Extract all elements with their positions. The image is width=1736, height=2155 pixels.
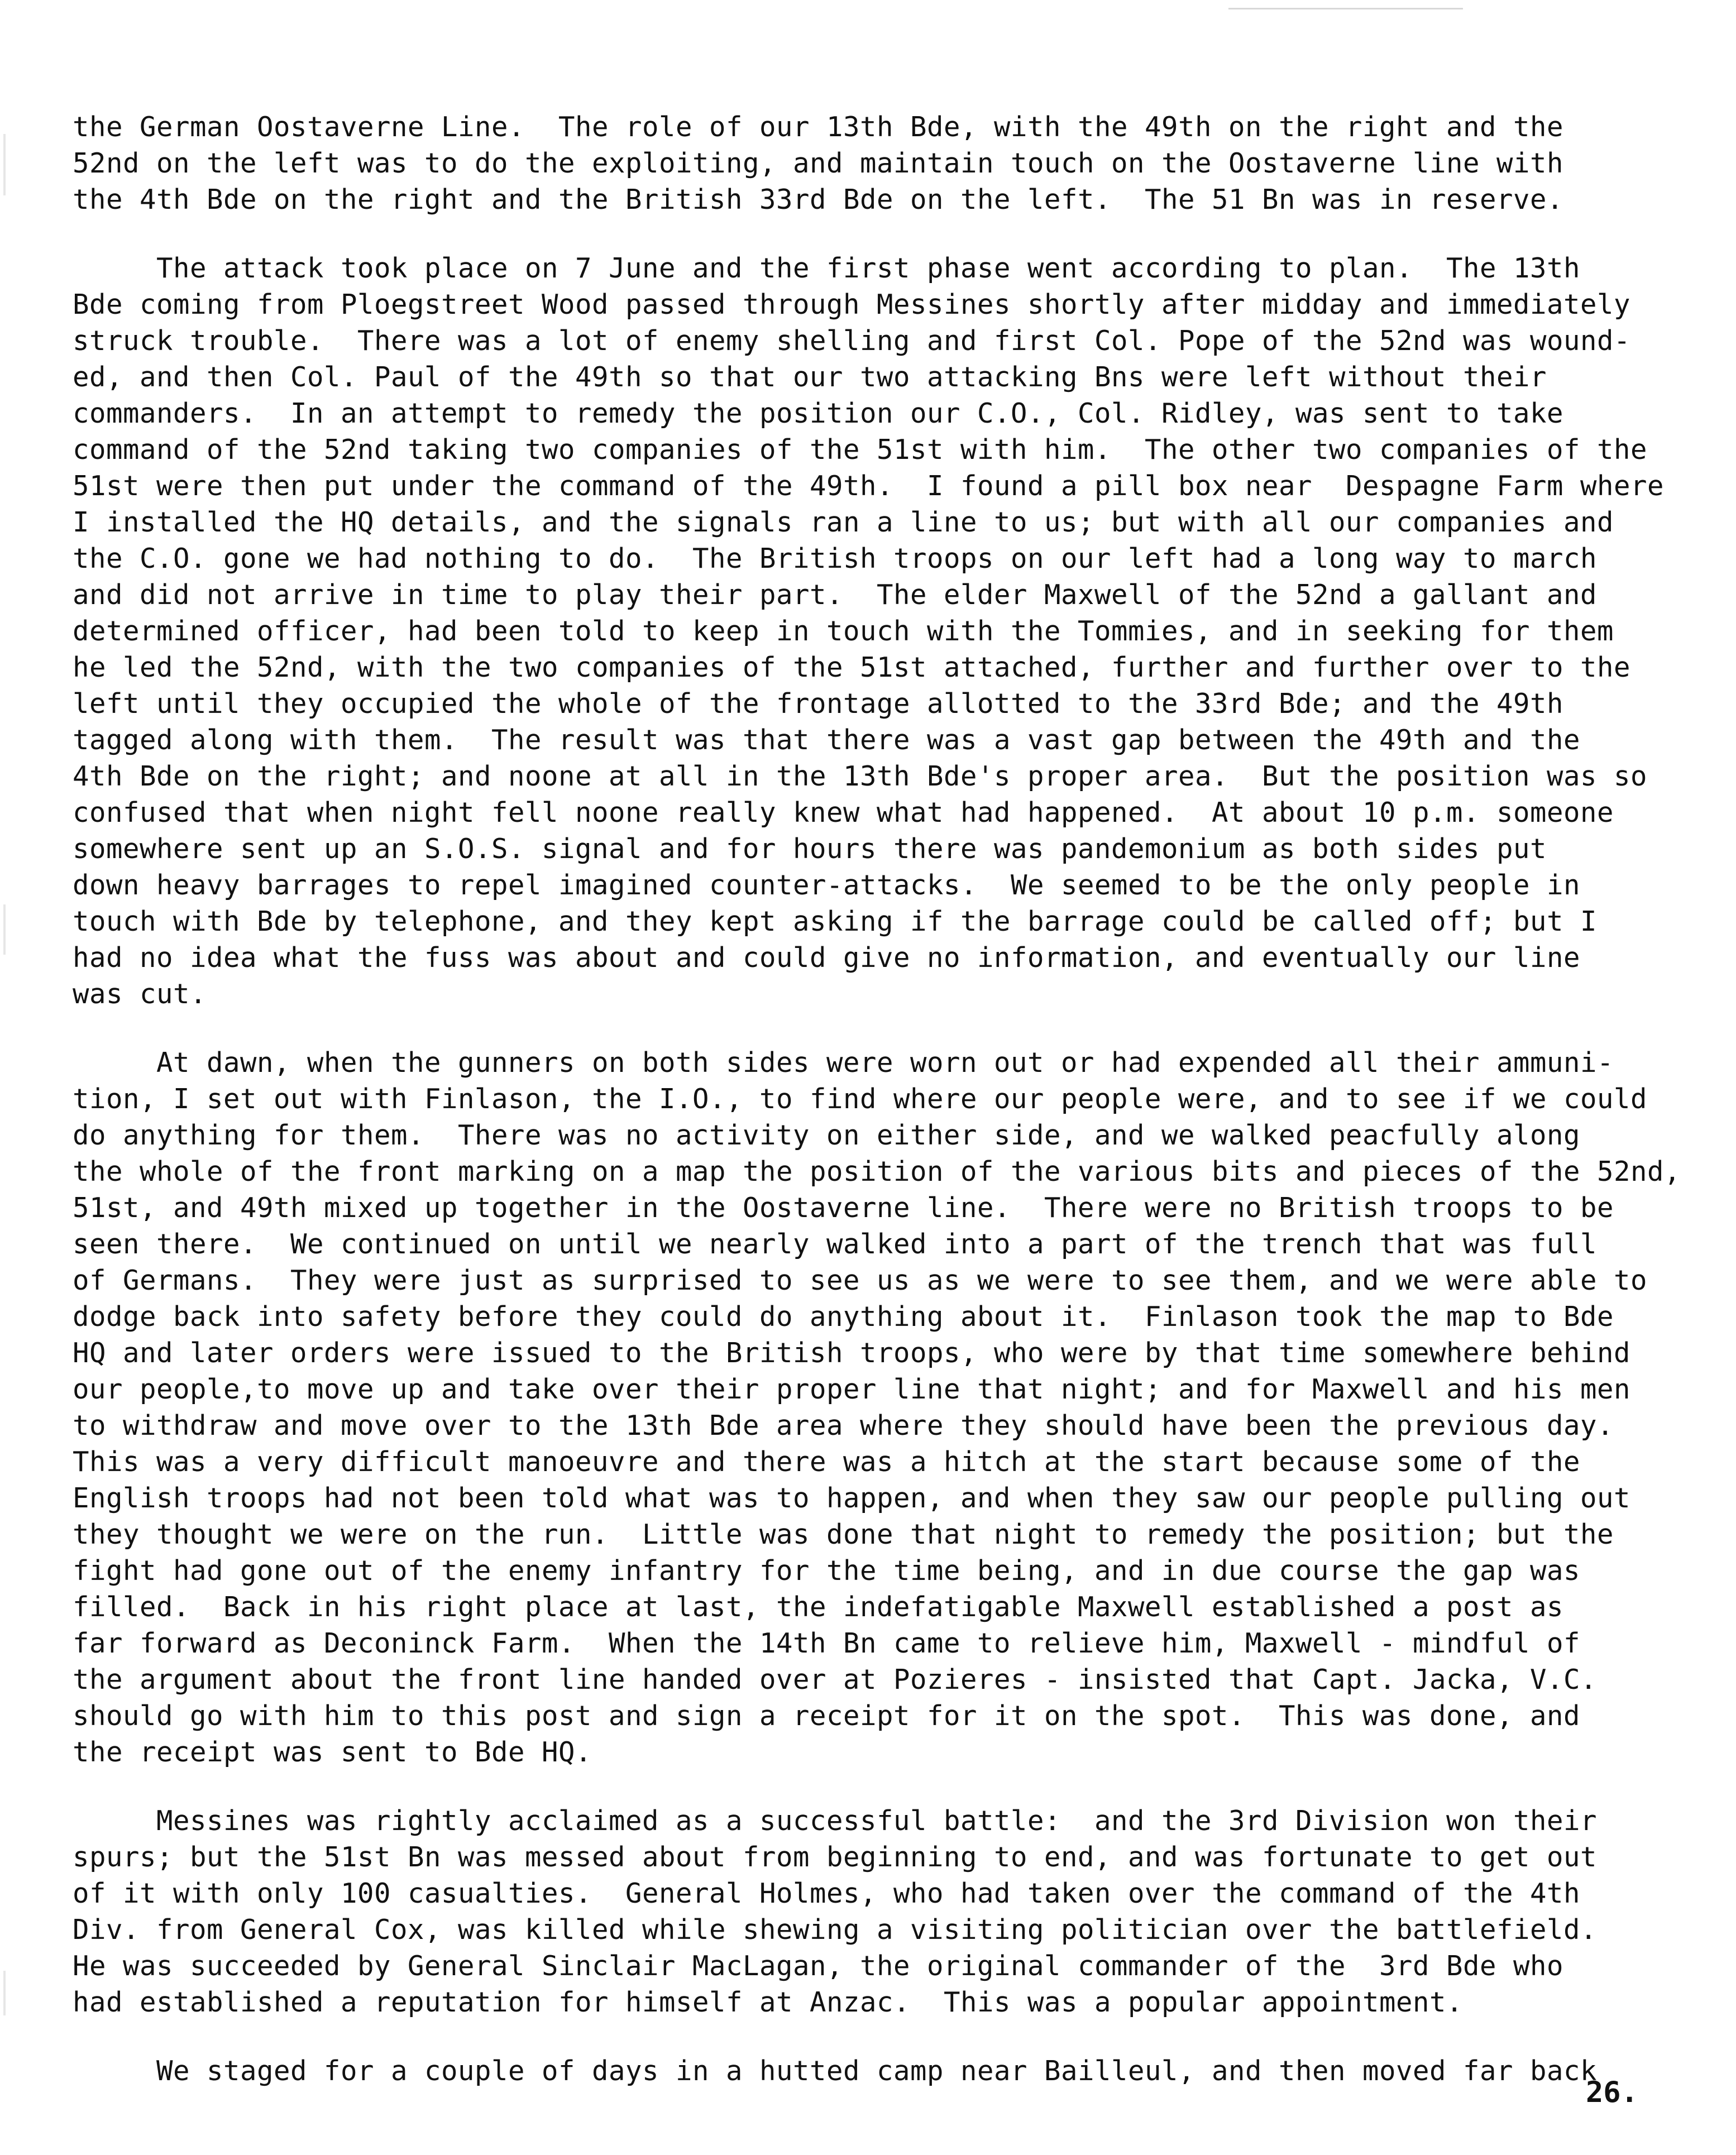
text-line: The attack took place on 7 June and the first phase went according to plan. The 13th bbox=[156, 252, 1581, 284]
text-line: the German Oostaverne Line. The role of our 13th Bde, with the 49th on the right and the bbox=[73, 111, 1564, 143]
paragraph bbox=[73, 250, 1681, 1012]
text-line: spurs; but the 51st Bn was messed about from beginning to end, and was fortunate to get out bbox=[73, 1841, 1598, 1873]
text-line: tion, I set out with Finlason, the I.O., to find where our people were, and to see if we could bbox=[73, 1083, 1648, 1115]
text-line: determined officer, had been told to keep in touch with the Tommies, and in seeking for them bbox=[73, 615, 1614, 647]
text-line: down heavy barrages to repel imagined counter-attacks. We seemed to be the only people in bbox=[73, 869, 1581, 901]
text-line: This was a very difficult manoeuvre and there was a hitch at the start because some of the bbox=[73, 1446, 1581, 1478]
paragraph bbox=[73, 109, 1681, 218]
text-line: seen there. We continued on until we nearly walked into a part of the trench that was full bbox=[73, 1228, 1598, 1260]
text-line: filled. Back in his right place at last, the indefatigable Maxwell established a post as bbox=[73, 1591, 1564, 1623]
text-line: and did not arrive in time to play their part. The elder Maxwell of the 52nd a gallant and bbox=[73, 579, 1598, 611]
text-line: the receipt was sent to Bde HQ. bbox=[73, 1736, 592, 1768]
left-edge-mark bbox=[3, 1971, 6, 2015]
text-line: Bde coming from Ploegstreet Wood passed through Messines shortly after midday and immediately bbox=[73, 289, 1631, 320]
text-line: tagged along with them. The result was that there was a vast gap between the 49th and the bbox=[73, 724, 1581, 756]
left-edge-mark bbox=[3, 904, 6, 955]
text-line: He was succeeded by General Sinclair MacLagan, the original commander of the 3rd Bde who bbox=[73, 1950, 1564, 1982]
text-line: confused that when night fell noone really knew what had happened. At about 10 p.m. someone bbox=[73, 797, 1614, 829]
text-line: of it with only 100 casualties. General Holmes, who had taken over the command of the 4th bbox=[73, 1878, 1581, 1909]
text-line: 51st were then put under the command of the 49th. I found a pill box near Despagne Farm where bbox=[73, 470, 1665, 502]
paragraph bbox=[73, 1045, 1681, 1770]
text-line: left until they occupied the whole of the frontage allotted to the 33rd Bde; and the 49th bbox=[73, 688, 1564, 720]
text-line: our people,to move up and take over their proper line that night; and for Maxwell and his men bbox=[73, 1373, 1631, 1405]
text-line: HQ and later orders were issued to the British troops, who were by that time somewhere behind bbox=[73, 1337, 1631, 1369]
text-line: Messines was rightly acclaimed as a successful battle: and the 3rd Division won their bbox=[156, 1805, 1598, 1837]
text-line: the whole of the front marking on a map the position of the various bits and pieces of the 52nd, bbox=[73, 1156, 1681, 1187]
paragraph bbox=[73, 1803, 1681, 2020]
text-line: dodge back into safety before they could do anything about it. Finlason took the map to Bde bbox=[73, 1301, 1614, 1333]
text-line: the C.O. gone we had nothing to do. The British troops on our left had a long way to march bbox=[73, 543, 1598, 574]
text-line: commanders. In an attempt to remedy the position our C.O., Col. Ridley, was sent to take bbox=[73, 398, 1564, 429]
text-line: he led the 52nd, with the two companies of the 51st attached, further and further over to the bbox=[73, 652, 1631, 683]
text-line: struck trouble. There was a lot of enemy shelling and first Col. Pope of the 52nd was wound- bbox=[73, 325, 1631, 357]
text-line: somewhere sent up an S.O.S. signal and for hours there was pandemonium as both sides put bbox=[73, 833, 1547, 865]
text-line: they thought we were on the run. Little was done that night to remedy the position; but the bbox=[73, 1519, 1614, 1550]
page-number: 26. bbox=[1586, 2076, 1638, 2109]
text-line: I installed the HQ details, and the signals ran a line to us; but with all our companies and bbox=[73, 506, 1614, 538]
text-line: Div. from General Cox, was killed while shewing a visiting politician over the battlefield. bbox=[73, 1914, 1598, 1946]
text-line: to withdraw and move over to the 13th Bde area where they should have been the previous day. bbox=[73, 1410, 1614, 1442]
text-line: English troops had not been told what was to happen, and when they saw our people pulling out bbox=[73, 1482, 1631, 1514]
text-line: fight had gone out of the enemy infantry for the time being, and in due course the gap was bbox=[73, 1555, 1581, 1587]
text-line: We staged for a couple of days in a hutted camp near Bailleul, and then moved far back bbox=[156, 2055, 1598, 2087]
text-line: should go with him to this post and sign a receipt for it on the spot. This was done, and bbox=[73, 1700, 1581, 1732]
text-line: ed, and then Col. Paul of the 49th so that our two attacking Bns were left without their bbox=[73, 361, 1547, 393]
text-line: 51st, and 49th mixed up together in the Oostaverne line. There were no British troops to be bbox=[73, 1192, 1614, 1224]
text-line: had established a reputation for himself at Anzac. This was a popular appointment. bbox=[73, 1986, 1464, 2018]
paragraph bbox=[73, 2053, 1681, 2089]
text-line: do anything for them. There was no activity on either side, and we walked peacfully along bbox=[73, 1119, 1581, 1151]
text-line: had no idea what the fuss was about and could give no information, and eventually our line bbox=[73, 942, 1581, 974]
text-line: At dawn, when the gunners on both sides were worn out or had expended all their ammuni- bbox=[156, 1047, 1614, 1079]
text-line: 52nd on the left was to do the exploiting, and maintain touch on the Oostaverne line with bbox=[73, 147, 1564, 179]
text-line: the argument about the front line handed over at Pozieres - insisted that Capt. Jacka, V.C. bbox=[73, 1664, 1598, 1696]
text-line: 4th Bde on the right; and noone at all in the 13th Bde's proper area. But the position was so bbox=[73, 760, 1648, 792]
text-line: command of the 52nd taking two companies of the 51st with him. The other two companies of the bbox=[73, 434, 1648, 466]
text-line: was cut. bbox=[73, 978, 207, 1010]
text-line: touch with Bde by telephone, and they kept asking if the barrage could be called off; but I bbox=[73, 906, 1598, 937]
top-edge-rule bbox=[1228, 8, 1463, 9]
text-line: of Germans. They were just as surprised to see us as we were to see them, and we were able to bbox=[73, 1265, 1648, 1296]
left-edge-mark bbox=[3, 134, 6, 195]
body-text bbox=[73, 109, 1681, 2122]
text-line: the 4th Bde on the right and the British 33rd Bde on the left. The 51 Bn was in reserve. bbox=[73, 184, 1564, 216]
text-line: far forward as Deconinck Farm. When the 14th Bn came to relieve him, Maxwell - mindful of bbox=[73, 1627, 1581, 1659]
